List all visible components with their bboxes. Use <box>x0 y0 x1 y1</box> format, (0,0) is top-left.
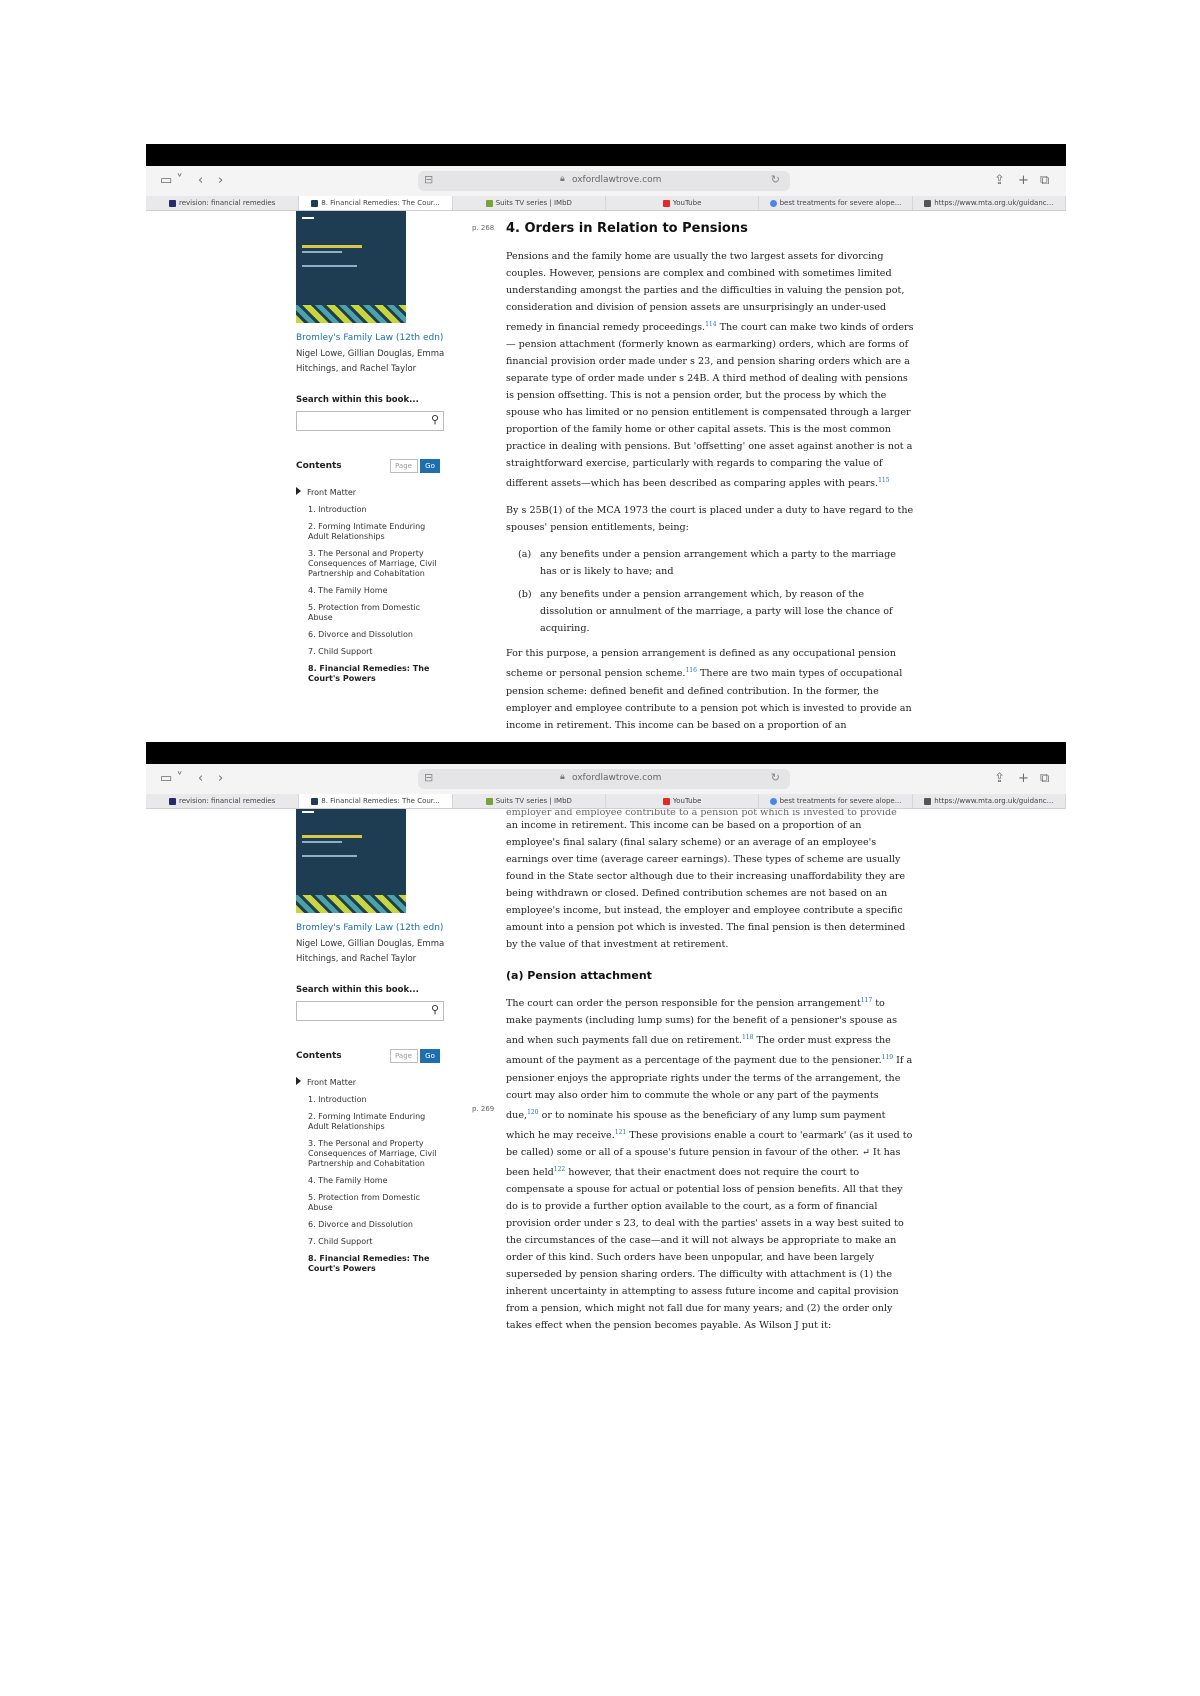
screenshot-1 <box>146 144 1066 742</box>
paragraph: The court can order the person responsible for the pension arrangement$^{117}$ to make payments (including lump sums) for the benefit of a pensioner's spouse as and when such payments fall due on retirement.$^{118}$ The order must express the amount of the payment as a percentage of the payment due to the pensioner.$^{119}$ If a pensioner enjoys the appropriate rights under the terms of the arrangement, the court may also order him to commute the whole or any part of the payments due,$^{120}$ or to nominate his spouse as the beneficiary of any lump sum payment which he may receive.$^{121}$ These provisions enable a court to 'earmark' (as it used to be called) some or all of a spouse's future pension in favour of the other. ↵ It has been held$^{122}$ however, that their enactment does not require the court to compensate a spouse for actual or potential loss of pension benefits. All that they do is to provide a further option available to the court, as a form of financial provision order under s 23, to deal with the parties' assets in a way best suited to the circumstances of the case—and it will not always be appropriate to make an order of this kind. Such orders have been unpopular, and have been largely superseded by pension sharing orders. The difficulty with attachment is (1) the inherent uncertainty in attempting to assess future income and capital provision from a pension, which might not fall due for many years; and (2) the order only takes effect when the pension becomes payable. As Wilson J put it: <box>506 997 913 1332</box>
book-title-link[interactable]: Bromley's Family Law (12th edn) <box>296 333 444 343</box>
expand-triangle-icon[interactable] <box>296 487 301 495</box>
tab-mta[interactable] <box>913 196 1066 210</box>
sidebar-toggle-icon[interactable]: ▭ ˅ <box>160 173 183 188</box>
search-label: Search within this book... <box>296 985 419 995</box>
tab-label: 8. Financial Remedies: The Cour... <box>321 199 440 207</box>
search-box <box>296 411 444 431</box>
new-tab-icon[interactable]: + <box>1018 771 1029 786</box>
table-of-contents <box>296 1077 446 1274</box>
toc-item[interactable]: 4. The Family Home <box>308 586 388 595</box>
favicon-icon <box>311 200 318 207</box>
tab-overview-icon[interactable]: ⧉ <box>1040 771 1050 786</box>
tab-financial-remedies[interactable] <box>299 196 452 210</box>
footnote-link[interactable]: 122 <box>553 1165 566 1173</box>
page-content <box>146 809 1066 1340</box>
tab-revision[interactable] <box>146 794 299 808</box>
browser-toolbar <box>146 166 1066 196</box>
contents-label: Contents <box>296 461 342 471</box>
tab-google[interactable] <box>759 794 912 808</box>
tab-label: YouTube <box>672 797 702 805</box>
toc-item[interactable]: 3. The Personal and Property Consequences of Marriage, Civil Partnership and Cohabitation <box>308 1139 437 1168</box>
tab-youtube[interactable] <box>606 794 759 808</box>
forward-icon[interactable]: › <box>218 173 224 188</box>
footnote-link[interactable]: 118 <box>741 1034 754 1042</box>
expand-triangle-icon[interactable] <box>296 1077 301 1085</box>
subsection-heading: (a) Pension attachment <box>506 969 652 982</box>
tab-label: Suits TV series | IMbD <box>495 797 572 805</box>
footnote-link[interactable]: 116 <box>685 667 697 675</box>
tab-bar <box>146 196 1066 211</box>
toc-item[interactable]: 1. Introduction <box>308 1095 367 1104</box>
footnote-link[interactable]: 120 <box>527 1108 539 1116</box>
book-sidebar <box>296 211 446 691</box>
toc-item[interactable]: 2. Forming Intimate Enduring Adult Relationships <box>308 1112 426 1131</box>
toc-item-front-matter[interactable]: Front Matter <box>296 1077 446 1088</box>
section-heading: 4. Orders in Relation to Pensions <box>506 221 748 236</box>
paragraph: Pensions and the family home are usually the two largest assets for divorcing couples. However, pensions are complex and combined with sometimes limited understanding amongst the parties and the difficulties in valuing the pension pot, consideration and division of pension assets are unsurprisingly an under-used remedy in financial remedy proceedings.$^{114}$ The court can make two kinds of orders — pension attachment (formerly known as earmarking) orders, which are forms of financial provision order made under s 23, and pension sharing orders which are a separate type of order made under s 24B. A third method of dealing with pensions is pension offsetting. This is not a pension order, but the process by which the spouse who has limited or no pension entitlement is compensated through a larger proportion of the family home or other capital assets. This is the most common practice in dealing with pensions. But 'offsetting' one asset against another is not a straightforward exercise, particularly with regards to comparing the value of different assets—which has been described as comparing apples with pears.$^{115}$ <box>506 251 914 490</box>
url-text: oxfordlawtrove.com <box>572 773 662 783</box>
paragraph: For this purpose, a pension arrangement is defined as any occupational pension scheme or personal pension scheme.$^{116}$ There are two main types of occupational pension scheme: defined benefit and defined contribution. In the former, the employer and employee contribute to a pension pot which is invested to provide an income in retirement. This income can be based on a proportion of an <box>506 648 912 731</box>
search-icon[interactable]: ⚲ <box>430 1003 439 1016</box>
page-content <box>146 211 1066 742</box>
top-black-bar <box>146 144 1066 166</box>
shield-icon: ⊟ <box>424 771 434 784</box>
paragraph: By s 25B(1) of the MCA 1973 the court is placed under a duty to have regard to the spouses' pension entitlements, being: <box>506 505 914 534</box>
share-icon[interactable]: ⇪ <box>994 173 1005 188</box>
favicon-icon <box>169 798 176 805</box>
favicon-icon <box>486 798 493 805</box>
cut-off-line: employer and employee contribute to a pension pot which is invested to provide <box>506 809 897 817</box>
tab-label: https://www.mta.org.uk/guidanc... <box>934 199 1054 207</box>
toc-item-front-matter[interactable]: Front Matter <box>296 487 446 498</box>
lock-icon: 🔒︎ <box>560 772 565 782</box>
search-input[interactable] <box>301 1007 415 1023</box>
favicon-icon <box>924 798 931 805</box>
tab-google[interactable] <box>759 196 912 210</box>
footnote-link[interactable]: 119 <box>881 1054 894 1062</box>
tab-label: 8. Financial Remedies: The Cour... <box>321 797 440 805</box>
toc-item[interactable]: 5. Protection from Domestic Abuse <box>308 1193 421 1212</box>
page-marker: p. 268 <box>472 224 495 232</box>
list-item: (b) any benefits under a pension arrangement which, by reason of the dissolution or annulment of the marriage, a party will lose the chance of acquiring. <box>518 589 893 635</box>
toc-item[interactable]: 7. Child Support <box>308 647 373 656</box>
sidebar-toggle-icon[interactable]: ▭ ˅ <box>160 771 183 786</box>
tab-suits[interactable] <box>453 794 606 808</box>
search-box <box>296 1001 444 1021</box>
toc-item[interactable]: 3. The Personal and Property Consequences of Marriage, Civil Partnership and Cohabitation <box>308 549 437 578</box>
search-label: Search within this book... <box>296 395 419 405</box>
google-icon <box>770 200 777 207</box>
article-body <box>472 221 914 742</box>
tab-label: best treatments for severe alope... <box>779 199 902 207</box>
address-bar[interactable] <box>418 171 790 191</box>
back-icon[interactable]: ‹ <box>198 771 204 786</box>
footnote-link[interactable]: 114 <box>705 321 717 328</box>
top-black-bar <box>146 742 1066 764</box>
tab-mta[interactable] <box>913 794 1066 808</box>
browser-toolbar <box>146 764 1066 794</box>
toc-item[interactable]: 6. Divorce and Dissolution <box>308 630 413 639</box>
tab-label: https://www.mta.org.uk/guidanc... <box>934 797 1054 805</box>
book-cover[interactable] <box>296 211 406 323</box>
reload-icon[interactable]: ↻ <box>770 771 780 784</box>
article-body <box>472 809 914 1340</box>
footnote-link[interactable]: 115 <box>878 477 890 485</box>
search-input[interactable] <box>301 417 415 433</box>
tab-label: revision: financial remedies <box>178 199 276 207</box>
toc-item-current[interactable]: 8. Financial Remedies: The Court's Powers <box>308 664 430 683</box>
toc-item[interactable]: 7. Child Support <box>308 1237 373 1246</box>
toc-item-current[interactable]: 8. Financial Remedies: The Court's Powers <box>308 1254 430 1273</box>
tab-label: YouTube <box>672 199 702 207</box>
toc-item[interactable]: 5. Protection from Domestic Abuse <box>308 603 421 622</box>
url-text: oxfordlawtrove.com <box>572 175 662 185</box>
book-sidebar <box>296 809 446 1281</box>
toc-item[interactable]: 2. Forming Intimate Enduring Adult Relationships <box>308 522 426 541</box>
forward-icon[interactable]: › <box>218 771 224 786</box>
favicon-icon <box>486 200 493 207</box>
shield-icon: ⊟ <box>424 173 434 186</box>
list-item: (a) any benefits under a pension arrangement which a party to the marriage has or is likely to have; and <box>518 549 896 578</box>
book-authors: Nigel Lowe, Gillian Douglas, Emma Hitchings, and Rachel Taylor <box>296 939 445 964</box>
search-icon[interactable]: ⚲ <box>430 413 439 426</box>
book-title-link[interactable]: Bromley's Family Law (12th edn) <box>296 923 444 933</box>
tab-suits[interactable] <box>453 196 606 210</box>
table-of-contents <box>296 487 446 684</box>
go-button[interactable]: Go <box>420 459 440 473</box>
contents-header <box>296 1047 446 1065</box>
back-icon[interactable]: ‹ <box>198 173 204 188</box>
book-authors: Nigel Lowe, Gillian Douglas, Emma Hitchings, and Rachel Taylor <box>296 349 445 374</box>
youtube-icon <box>663 798 670 805</box>
favicon-icon <box>311 798 318 805</box>
share-icon[interactable]: ⇪ <box>994 771 1005 786</box>
screenshot-2 <box>146 742 1066 1340</box>
tab-label: best treatments for severe alope... <box>779 797 902 805</box>
new-tab-icon[interactable]: + <box>1018 173 1029 188</box>
toc-item[interactable]: 6. Divorce and Dissolution <box>308 1220 413 1229</box>
tab-bar <box>146 794 1066 809</box>
reload-icon[interactable]: ↻ <box>770 173 780 186</box>
tab-label: Suits TV series | IMbD <box>495 199 572 207</box>
tab-youtube[interactable] <box>606 196 759 210</box>
lock-icon: 🔒︎ <box>560 174 565 184</box>
toc-item[interactable]: 4. The Family Home <box>308 1176 388 1185</box>
book-cover[interactable] <box>296 809 406 913</box>
favicon-icon <box>169 200 176 207</box>
paragraph: an income in retirement. This income can be based on a proportion of an employee's final salary (final salary scheme) or an average of an employee's earnings over time (average career earnings). These types of scheme are usually found in the State sector although due to their increasing unaffordability they are being withdrawn or closed. Defined contribution schemes are not based on an employee's income, but instead, the employer and employee contribute a specific amount into a pension pot which is invested. The final pension is then determined by the value of that investment at retirement. <box>506 820 906 950</box>
contents-label: Contents <box>296 1051 342 1061</box>
page-number-input[interactable]: Page <box>390 459 418 473</box>
favicon-icon <box>924 200 931 207</box>
go-button[interactable]: Go <box>420 1049 440 1063</box>
address-bar[interactable] <box>418 769 790 789</box>
page-number-input[interactable]: Page <box>390 1049 418 1063</box>
tab-overview-icon[interactable]: ⧉ <box>1040 173 1050 188</box>
footnote-link[interactable]: 117 <box>860 997 873 1004</box>
contents-header <box>296 457 446 475</box>
toc-item[interactable]: 1. Introduction <box>308 505 367 514</box>
footnote-link[interactable]: 121 <box>614 1128 627 1136</box>
youtube-icon <box>663 200 670 207</box>
tab-financial-remedies[interactable] <box>299 794 452 808</box>
tab-label: revision: financial remedies <box>178 797 276 805</box>
tab-revision[interactable] <box>146 196 299 210</box>
google-icon <box>770 798 777 805</box>
page-marker: p. 269 <box>472 1105 495 1113</box>
